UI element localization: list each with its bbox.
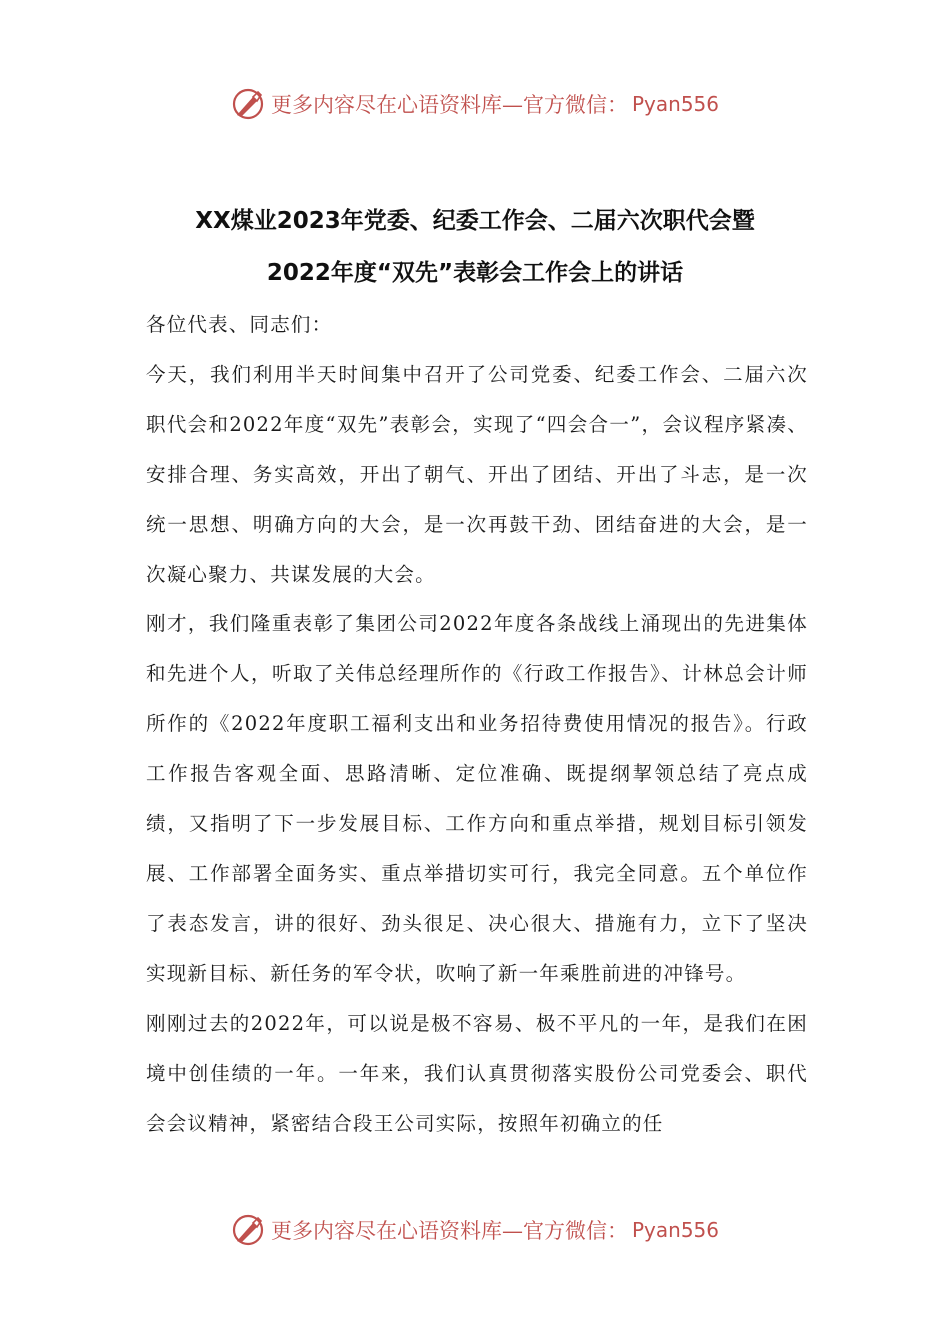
paragraph-2: 刚才，我们隆重表彰了集团公司2022年度各条战线上涌现出的先进集体和先进个人，听取了关伟总经理所作的《行政工作报告》、计林总会计师所作的《2022年度职工福利支出和业务招待费使用情况的报告》。行政工作报告客观全面、思路清晰、定位准确、既提纲挈领总结了亮点成绩，又指明了下一步发展目标、工作方向和重点举措，规划目标引领发展、工作部署全面务实、重点举措切实可行，我完全同意。五个单位作了表态发言，讲的很好、劲头很足、决心很大、措施有力，立下了坚决实现新目标、新任务的军令状，吹响了新一年乘胜前进的冲锋号。: [146, 612, 808, 985]
pen-nib-logo-icon: [231, 87, 265, 121]
salutation: 各位代表、同志们：: [146, 313, 333, 336]
watermark-handle: Pyan556: [631, 92, 719, 116]
pen-nib-logo-icon: [231, 1213, 265, 1247]
paragraph-1: 今天，我们利用半天时间集中召开了公司党委、纪委工作会、二届六次职代会和2022年度“双先”表彰会，实现了“四会合一”，会议程序紧凑、安排合理、务实高效，开出了朝气、开出了团结、开出了斗志，是一次统一思想、明确方向的大会，是一次再鼓干劲、团结奋进的大会，是一次凝心聚力、共谋发展的大会。: [146, 362, 808, 586]
paragraph-3: 刚刚过去的2022年，可以说是极不容易、极不平凡的一年，是我们在困境中创佳绩的一年。一年来，我们认真贯彻落实股份公司党委会、职代会会议精神，紧密结合段王公司实际，按照年初确立的任: [146, 1011, 808, 1135]
watermark-header: [0, 84, 950, 124]
watermark-handle: Pyan556: [631, 1218, 719, 1242]
document-title-line-2: 2022年度“双先”表彰会工作会上的讲话: [266, 260, 684, 286]
watermark-text: 更多内容尽在心语资料库—官方微信：: [270, 93, 628, 117]
document-body: [146, 300, 808, 1148]
watermark-text: 更多内容尽在心语资料库—官方微信：: [270, 1219, 628, 1243]
watermark-footer: [0, 1210, 950, 1250]
document-title-line-1: XX煤业2023年党委、纪委工作会、二届六次职代会暨: [195, 208, 755, 234]
